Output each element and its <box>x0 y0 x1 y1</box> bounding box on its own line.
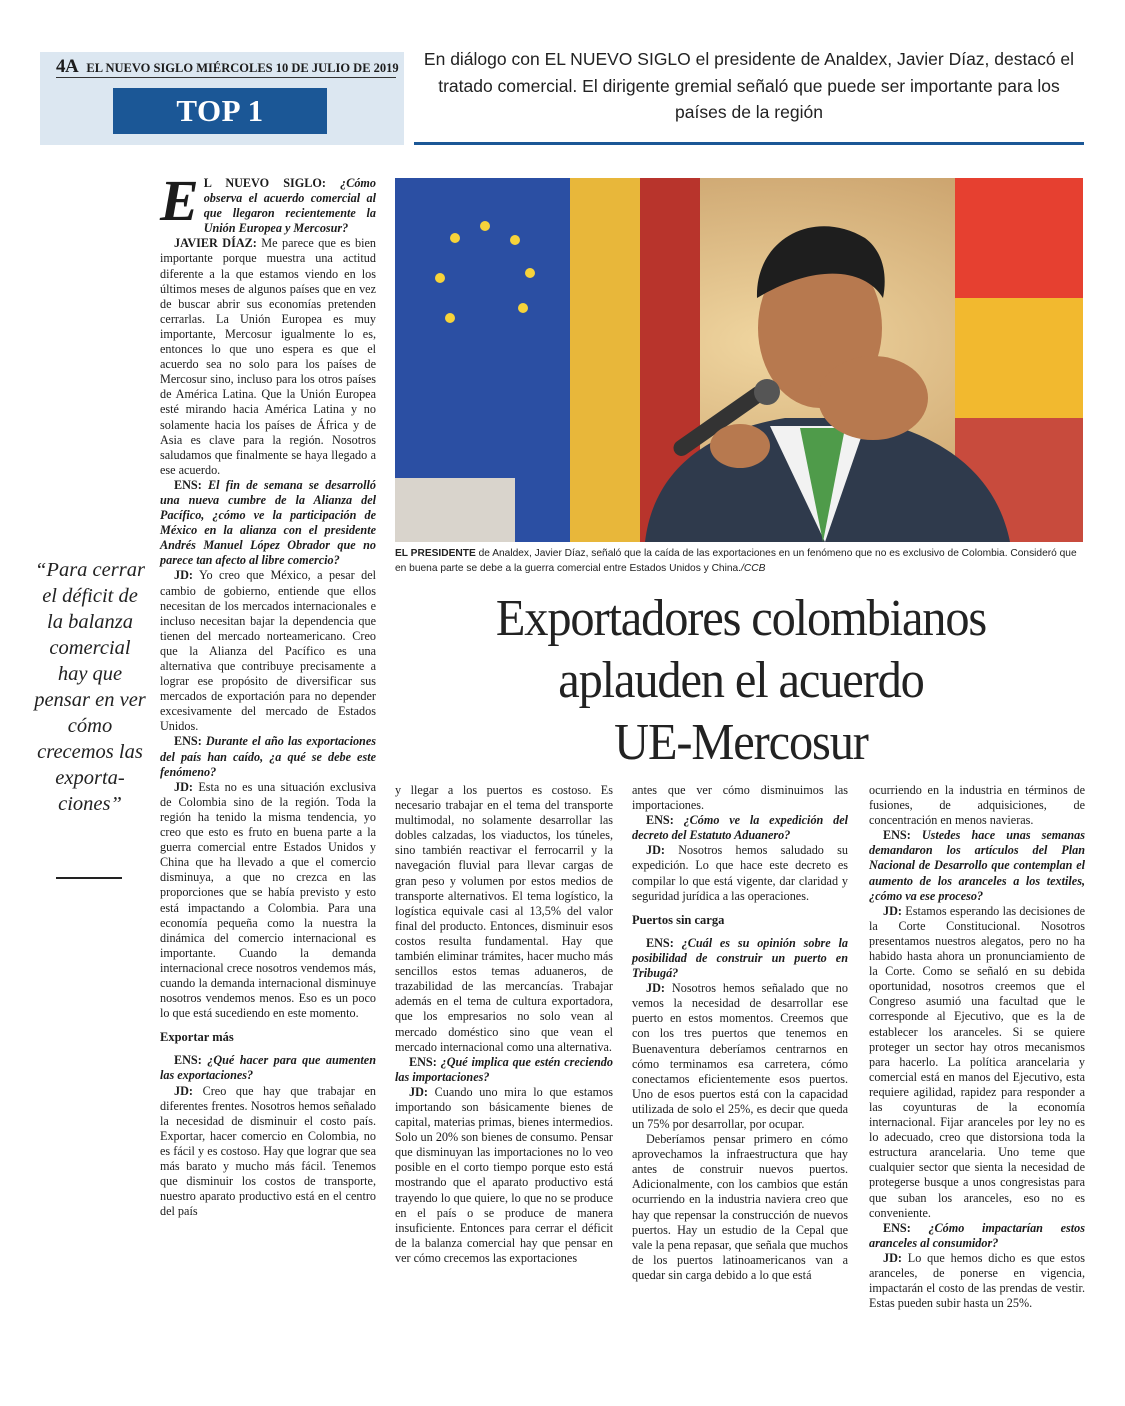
answer-paragraph: JD: Yo creo que México, a pesar del cambio de gobierno, entiende que ellos necesitan de los mercados internacionales e incluso necesitan bajar la dependencia que tienen del mercado norteamericano. Creo que la Alianza del Pacífico es una alternativa que contribuye precisamente a lograr ese propósito de diversificar sus mercados de exportación para no depender excesivamente del mercado de Estados Unidos. <box>160 568 376 734</box>
answer-paragraph: JD: Esta no es una situación exclusiva de Colombia sino de la región. Toda la región ha tenido la misma tendencia, yo creo que esto es fruto en buena parte a la guerra comercial entre Estados Unidos y China que ha llevado a que el comercio disminuya, a que no crezca en las proporciones que se había previsto y esto está impactando a Colombia. Para una economía pequeña como la nuestra la dinámica del comercio internacional es importante. Cuando la demanda internacional crece nosotros vendemos más, cuando la demanda internacional disminuye nosotros vendemos menos. Eso es un poco lo que está sucediendo en este momento. <box>160 779 376 1021</box>
article-deck: En diálogo con EL NUEVO SIGLO el presidente de Analdex, Javier Díaz, destacó el tratado comercial. El dirigente gremial señaló que puede ser importante para los países de la región <box>423 49 1075 122</box>
caption-lead: EL PRESIDENTE <box>395 548 476 559</box>
drop-cap: E <box>160 168 199 233</box>
question-paragraph: ENS: ¿Cómo impactarían estos aranceles al consumidor? <box>869 1220 1085 1250</box>
article-column-1 <box>160 168 376 1219</box>
question-paragraph: ENS: ¿Cuál es su opinión sobre la posibilidad de construir un puerto en Tribugá? <box>632 935 848 981</box>
question-paragraph: ENS: ¿Qué hacer para que aumenten las exportaciones? <box>160 1053 376 1083</box>
answer-paragraph: JD: Creo que hay que trabajar en diferentes frentes. Nosotros hemos señalado la necesidad de disminuir el costo país. Exportar, hacer comercio en Colombia, no es fácil y es costoso. Hay que lograr que sea más barato y mucho más fácil. Tenemos que disminuir los costos de transporte, nuestro aparato productivo está en el centro del país <box>160 1083 376 1219</box>
article-photo <box>395 178 1083 542</box>
pull-quote: “Para cerrar el déficit de la balanza comercial hay que pensar en ver cómo crecemos las exporta-ciones” <box>34 559 146 815</box>
photo-caption <box>395 546 1085 576</box>
answer-paragraph: JD: Nosotros hemos señalado que no vemos la necesidad de desarrollar ese puerto en estos momentos. Creemos que con los tres puertos que tenemos en Buenaventura deberíamos centrarnos en cómo terminamos esa carretera, cómo conectamos eficientemente esos puertos. Uno de esos puertos está con la capacidad utilizada de solo el 25%, es decir que queda un 75% por desarrollar, por ocupar. <box>632 981 848 1131</box>
deck-divider <box>414 142 1084 145</box>
photo-credit: /CCB <box>741 563 766 574</box>
question-paragraph: ENS: Durante el año las exportaciones del país han caído, ¿a qué se debe este fenómeno? <box>160 734 376 779</box>
headline <box>420 588 1062 774</box>
article-column-2 <box>395 783 613 1266</box>
answer-continuation: antes que ver cómo disminuimos las importaciones. <box>632 783 848 813</box>
headline-line-1: Exportadores colombianos <box>495 590 987 647</box>
page-folio <box>56 56 399 78</box>
question-paragraph: ENS: ¿Cómo ve la expedición del decreto del Estatuto Aduanero? <box>632 813 848 843</box>
paper-and-date: EL NUEVO SIGLO MIÉRCOLES 10 DE JULIO DE 2019 <box>86 61 399 75</box>
article-column-3 <box>632 783 848 1283</box>
answer-paragraph: JAVIER DÍAZ: Me parece que es bien importante porque muestra una actitud diferente a la que estamos viendo en los últimos meses de algunos países que en vez de buscar abrir sus economías pretenden cerrarlas. La Unión Europea es muy importante, Mercosur igualmente lo es, entonces lo que uno espera es que el acuerdo sea no solo para los países de Mercosur sino, incluso para los otros países de América Latina. Que la Unión Europea esté mirando hacia América Latina y no solamente hacia los países de África y de Asia es clave para la región. Nosotros saludamos que finalmente se haya llegado a ese acuerdo. <box>160 236 376 477</box>
headline-line-2: aplauden el acuerdo <box>558 652 924 709</box>
page-number: 4A <box>56 56 79 77</box>
photo-illustration <box>395 178 1083 542</box>
answer-continuation: ocurriendo en la industria en términos de fusiones, de adquisiciones, de concentración en menos navieras. <box>869 783 1085 828</box>
masthead <box>40 52 404 145</box>
answer-paragraph: JD: Cuando uno mira lo que estamos importando son básicamente bienes de capital, materias primas, bienes intermedios. Solo un 20% son bienes de consumo. Pensar que disminuyan las importaciones no lo veo posible en el corto tiempo porque esto está mostrando que el aparato productivo está trayendo lo que quiere, lo que no se produce en el país o se produce de manera insuficiente. Entonces para cerrar el déficit de la balanza comercial hay que pensar en ver cómo crecemos las exportaciones <box>395 1084 613 1265</box>
pull-quote-rule <box>56 877 122 879</box>
answer-paragraph: JD: Nosotros hemos saludado su expedición. Lo que hace este decreto es compilar lo que está vigente, dar claridad y seguridad jurídica a las operaciones. <box>632 843 848 903</box>
caption-text: de Analdex, Javier Díaz, señaló que la caída de las exportaciones en un fenómeno que no es exclusivo de Colombia. Consideró que en buena parte se debe a la guerra comercial entre Estados Unidos y China. <box>395 548 1077 574</box>
question-paragraph: ENS: Ustedes hace unas semanas demandaron los artículos del Plan Nacional de Desarrollo que contemplan el aumento de los aranceles a los textiles, ¿cómo va ese proceso? <box>869 828 1085 903</box>
subheading-exportar: Exportar más <box>160 1030 234 1045</box>
question-paragraph: ENS: El fin de semana se desarrolló una nueva cumbre de la Alianza del Pacífico, ¿cómo ve la participación de México en la alianza con el presidente Andrés Manuel López Obrador que no parece tan afecto al libre comercio? <box>160 477 376 568</box>
question-paragraph: ENS: ¿Qué implica que estén creciendo las importaciones? <box>395 1054 613 1084</box>
section-tag: TOP 1 <box>113 88 327 134</box>
answer-paragraph: JD: Estamos esperando las decisiones de la Corte Constitucional. Nosotros presentamos nuestros alegatos, pero no ha habido hasta ahora un pronunciamiento de la Corte. Como se señaló en su debida oportunidad, nosotros creemos que el Congreso asumió una facultad que le corresponde al Ejecutivo, que es la de establecer los aranceles. Si se quiere proteger un sector hay otros mecanismos para hacerlo. La política arancelaria y comercial está en manos del Ejecutivo, esta requiere agilidad, rapidez para responder a las coyunturas de la economía internacional. Fijar aranceles por ley no es lo adecuado, creo que distorsiona toda la estructura arancelaria. Uno teme que cualquier sector que sienta la necesidad de protegerse busque a unos congresistas para que suban los aranceles, eso no es conveniente. <box>869 903 1085 1220</box>
headline-line-3: UE-Mercosur <box>614 714 868 771</box>
article-column-4 <box>869 783 1085 1311</box>
intro-question: E L NUEVO SIGLO: ¿Cómo observa el acuerdo comercial al que llegaron recientemente la Unión Europea y Mercosur? <box>160 168 376 236</box>
answer-paragraph: JD: Lo que hemos dicho es que estos aranceles, de ponerse en vigencia, impactarán el costo de las prendas de vestir. Estas pueden subir hasta un 25%. <box>869 1250 1085 1311</box>
answer-paragraph: Deberíamos pensar primero en cómo aprovechamos la infraestructura que hay antes de construir nuevos puertos. Adicionalmente, con los cambios que están ocurriendo en la industria naviera creo que hay que repensar la construcción de nuevos puertos. Hay un estudio de la Cepal que vale la pena repasar, que señala que muchos de los puertos latinoamericanos van a quedar sin carga debido a lo que está <box>632 1132 848 1282</box>
subheading-puertos: Puertos sin carga <box>632 912 725 927</box>
answer-continuation: y llegar a los puertos es costoso. Es necesario trabajar en el tema del transporte multimodal, no solamente desarrollar las dobles calzadas, los viaductos, los túneles, sino también reactivar el ferrocarril y la navegación fluvial para llevar cargas de gran peso y volumen por estos medios de transporte alternativos. El tema logístico, la logística equivale casi al 13,5% del valor final del producto. Entonces, disminuir esos costos resulta fundamental. Hay que también eliminar trámites, hacer mucho más sencillos estos temas aduaneros, de trazabilidad de las mercancías. Trabajar además en el tema de cultura exportadora, que los empresarios no solo vean al mercado doméstico sino que vean el mercado internacional como una alternativa. <box>395 783 613 1054</box>
